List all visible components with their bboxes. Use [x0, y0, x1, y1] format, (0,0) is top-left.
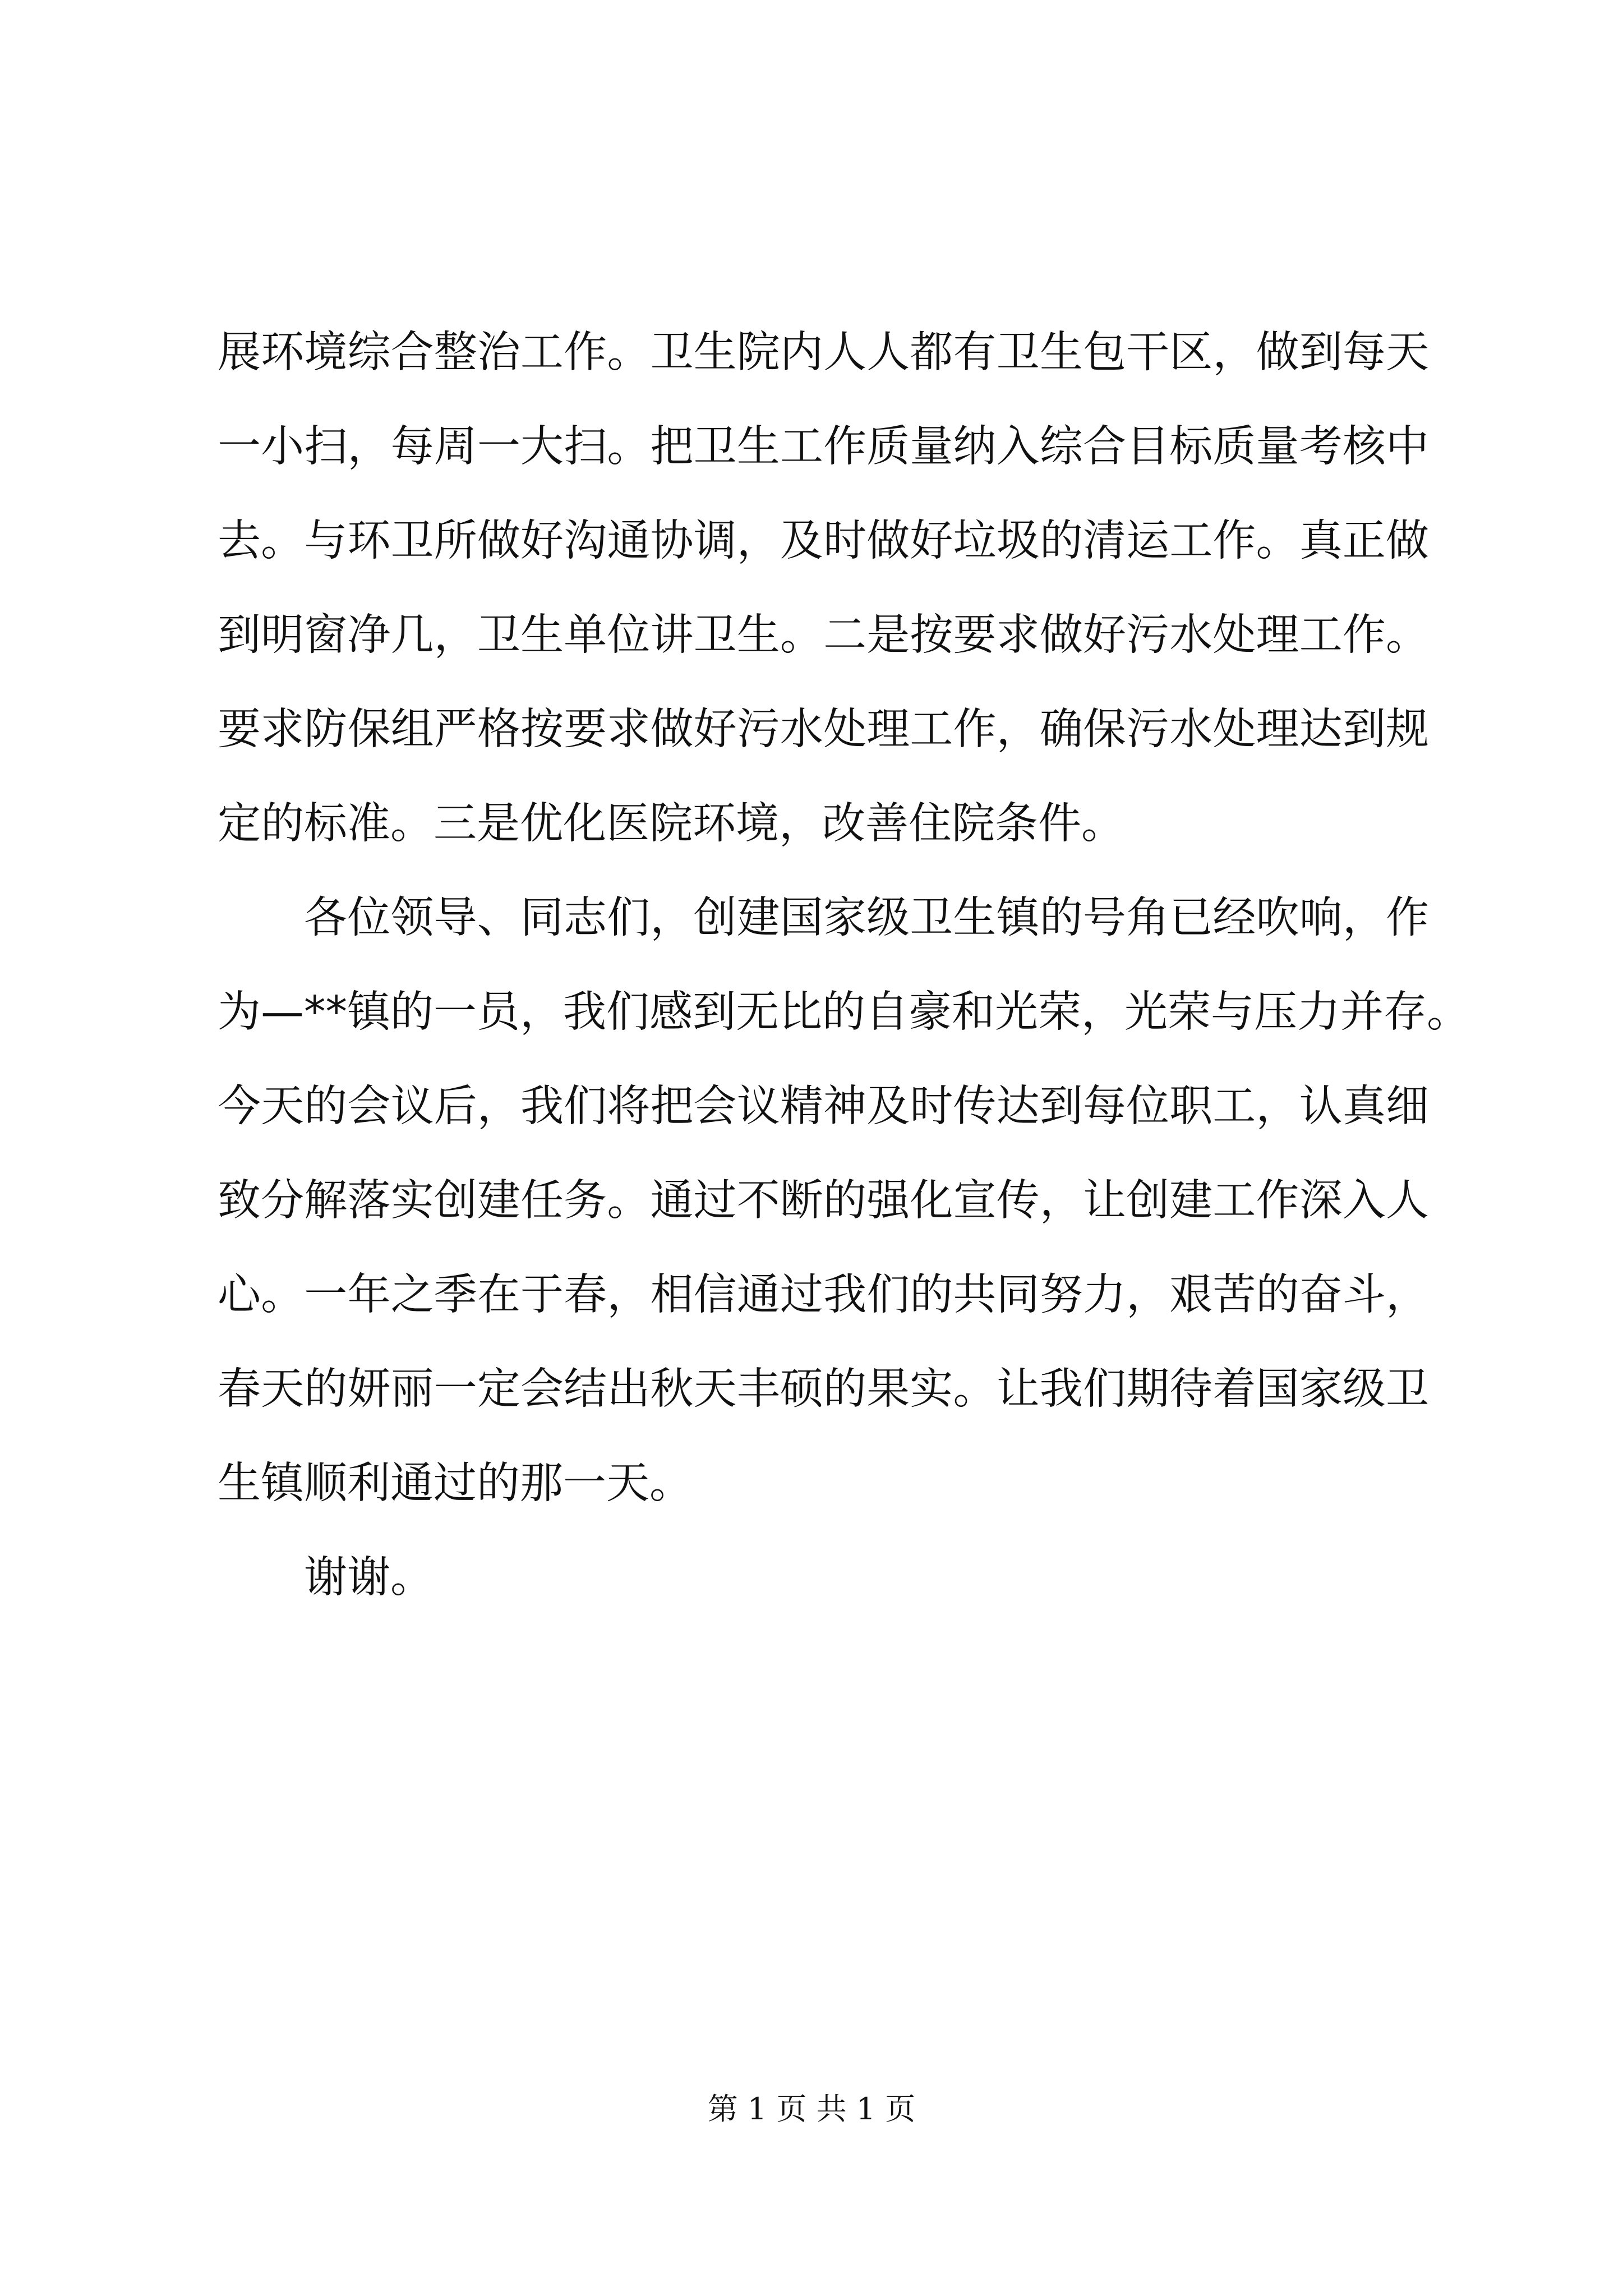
text-line: 春天的妍丽一定会结出秋天丰硕的果实。让我们期待着国家级卫 [218, 1364, 1429, 1414]
text-line: 致分解落实创建任务。通过不断的强化宣传，让创建工作深入人 [218, 1176, 1429, 1226]
text-line: 为—**镇的一员，我们感到无比的自豪和光荣，光荣与压力并存。 [218, 987, 1470, 1037]
text-line: 各位领导、同志们，创建国家级卫生镇的号角已经吹响，作 [304, 893, 1429, 943]
text-line: 一小扫，每周一大扫。把卫生工作质量纳入综合目标质量考核中 [218, 422, 1429, 472]
paragraph-closing-remarks [218, 871, 1470, 1531]
text-line: 要求防保组严格按要求做好污水处理工作，确保污水处理达到规 [218, 705, 1429, 754]
text-line: 去。与环卫所做好沟通协调，及时做好垃圾的清运工作。真正做 [218, 516, 1429, 566]
page-number-footer: 第 1 页 共 1 页 [707, 2091, 916, 2127]
document-body [218, 306, 1470, 1625]
text-line: 心。一年之季在于春，相信通过我们的共同努力，艰苦的奋斗， [218, 1270, 1429, 1320]
text-line: 生镇顺利通过的那一天。 [218, 1458, 693, 1508]
text-line: 谢谢。 [304, 1553, 434, 1603]
paragraph-continuation [218, 306, 1429, 871]
text-line: 到明窗净几，卫生单位讲卫生。二是按要求做好污水处理工作。 [218, 610, 1429, 660]
text-line: 定的标准。三是优化医院环境，改善住院条件。 [218, 799, 1124, 849]
text-line: 今天的会议后，我们将把会议精神及时传达到每位职工，认真细 [218, 1082, 1429, 1131]
text-line: 展环境综合整治工作。卫生院内人人都有卫生包干区，做到每天 [218, 328, 1429, 378]
paragraph-thanks [218, 1531, 1429, 1625]
